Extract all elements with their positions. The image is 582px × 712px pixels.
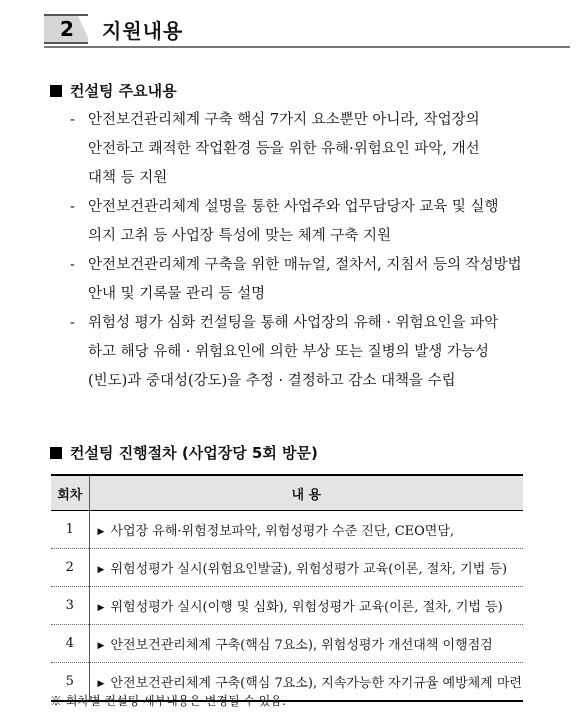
content-text: 안전보건관리체계 구축(핵심 7요소), 지속가능한 자기규율 예방체계 마련 [110, 676, 522, 691]
column-header-content: 내 용 [89, 475, 523, 511]
item-line: 대책 등 지원 [88, 170, 168, 186]
dash-bullet: - [70, 199, 75, 215]
footnote: ※ 회차별 컨설팅 세부내용은 변경될 수 있음. [50, 694, 286, 708]
list-item [64, 106, 539, 193]
table-row [51, 587, 523, 625]
round-number: 5 [51, 663, 89, 702]
subsection-heading-procedure [50, 442, 318, 463]
round-content [89, 511, 523, 549]
content-text: 안전보건관리체계 구축(핵심 7요소), 위험성평가 개선대책 이행점검 [110, 638, 493, 653]
item-line: 안전보건관리체계 구축 핵심 7가지 요소뿐만 아니라, 작업장의 [88, 112, 480, 128]
item-line: 의지 고취 등 사업장 특성에 맞는 체계 구축 지원 [88, 228, 392, 244]
list-item [64, 309, 539, 396]
content-text: 위험성평가 실시(위험요인발굴), 위험성평가 교육(이론, 절차, 기법 등) [110, 562, 508, 577]
item-line: 위험성 평가 심화 컨설팅을 통해 사업장의 유해 · 위험요인을 파악 [88, 315, 499, 331]
section-header [44, 10, 570, 46]
subsection-heading-consulting [50, 80, 177, 101]
table-header-row [51, 475, 523, 511]
round-number: 2 [51, 549, 89, 587]
round-number: 3 [51, 587, 89, 625]
dash-bullet: - [70, 112, 75, 128]
item-line: 안내 및 기록물 관리 등 설명 [88, 286, 266, 302]
item-line: 안전보건관리체계 구축을 위한 매뉴얼, 절차서, 지침서 등의 작성방법 [88, 257, 522, 273]
column-header-round: 회차 [51, 475, 89, 511]
round-number: 4 [51, 625, 89, 663]
triangle-bullet-icon: ▶ [97, 679, 105, 689]
round-content [89, 625, 523, 663]
procedure-table [51, 474, 523, 702]
list-item [64, 251, 539, 309]
round-number: 1 [51, 511, 89, 549]
dash-bullet: - [70, 315, 75, 331]
triangle-bullet-icon: ▶ [97, 641, 105, 651]
square-bullet-icon [50, 85, 62, 97]
section-number-badge [44, 14, 88, 44]
triangle-bullet-icon: ▶ [97, 527, 105, 537]
header-rule [44, 46, 570, 48]
badge-notch [78, 16, 90, 42]
subsection-title: 컨설팅 진행절차 (사업장당 5회 방문) [70, 444, 318, 462]
round-content [89, 549, 523, 587]
item-line: 안전하고 쾌적한 작업환경 등을 위한 유해·위험요인 파악, 개선 [88, 141, 480, 157]
triangle-bullet-icon: ▶ [97, 565, 105, 575]
table-row [51, 511, 523, 549]
section-number: 2 [60, 17, 74, 41]
item-line: (빈도)과 중대성(강도)을 추정 · 결정하고 감소 대책을 수립 [88, 373, 456, 389]
consulting-items [64, 106, 539, 396]
triangle-bullet-icon: ▶ [97, 603, 105, 613]
content-text: 사업장 유해·위험정보파악, 위험성평가 수준 진단, CEO면담, [110, 524, 455, 539]
subsection-title: 컨설팅 주요내용 [70, 82, 177, 100]
section-title: 지원내용 [102, 19, 184, 43]
round-content [89, 587, 523, 625]
square-bullet-icon [50, 447, 62, 459]
content-text: 위험성평가 실시(이행 및 심화), 위험성평가 교육(이론, 절차, 기법 등) [110, 600, 503, 615]
dash-bullet: - [70, 257, 75, 273]
item-line: 안전보건관리체계 설명을 통한 사업주와 업무담당자 교육 및 실행 [88, 199, 499, 215]
table-row [51, 625, 523, 663]
item-line: 하고 해당 유해 · 위험요인에 의한 부상 또는 질병의 발생 가능성 [88, 344, 489, 360]
table-row [51, 549, 523, 587]
list-item [64, 193, 539, 251]
